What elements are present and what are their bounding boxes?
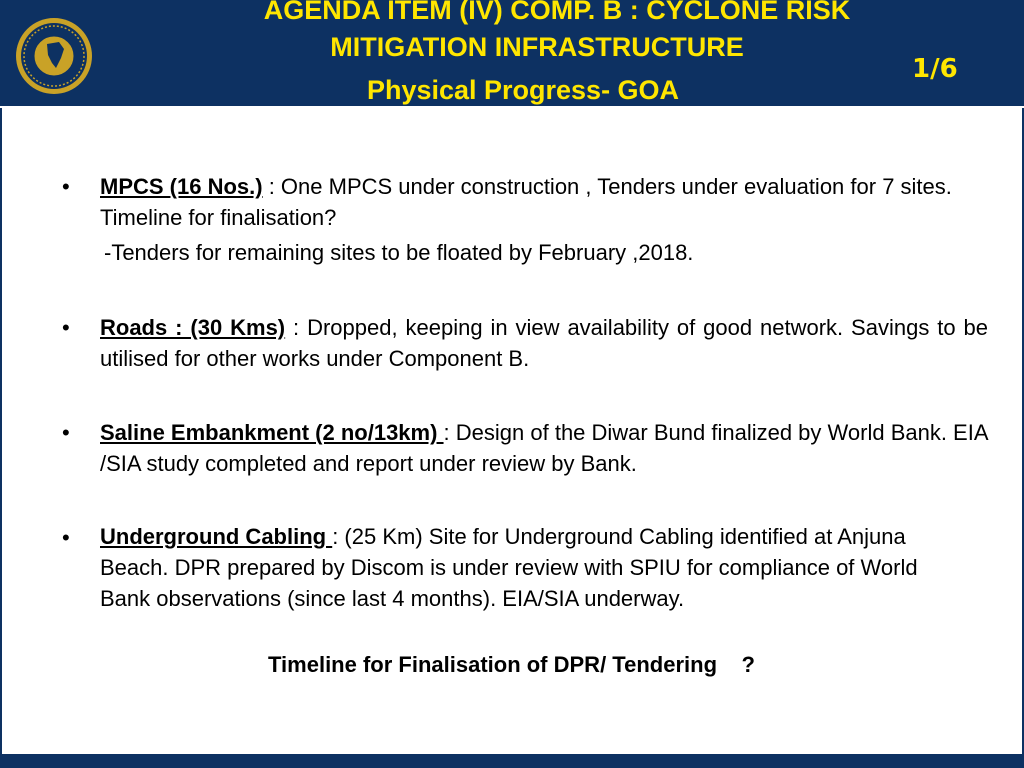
title-line-1: AGENDA ITEM (IV) COMP. B : CYCLONE RISK — [263, 0, 851, 25]
slide-header — [0, 0, 1024, 106]
bullet-marker: • — [62, 420, 70, 445]
bullet-heading: Saline Embankment (2 no/13km) — [100, 420, 444, 445]
bullet-marker: • — [62, 174, 70, 199]
bullet-roads — [100, 312, 988, 374]
page-number: 1/6 — [912, 54, 958, 84]
frame-left — [0, 108, 2, 754]
slide-footer — [0, 754, 1024, 768]
bullet-mpcs — [100, 171, 988, 233]
bullet-text: : (25 Km) Site for Underground Cabling identified at Anjuna Beach. DPR prepared by Discom is under review with SPIU for compliance of World Bank observations (since last 4 months). EIA/SIA underway. — [100, 524, 918, 611]
title-line-3: Physical Progress- GOA — [366, 75, 680, 105]
bullet-saline-embankment — [100, 417, 988, 479]
bullet-text: : Dropped, keeping in view availability of good network. Savings to be utilised for other works under Component B. — [100, 315, 988, 371]
timeline-question: Timeline for Finalisation of DPR/ Tendering ? — [268, 652, 755, 677]
bullet-subtext: -Tenders for remaining sites to be floated by February ,2018. — [104, 240, 694, 265]
bullet-text: : Design of the Diwar Bund finalized by World Bank. EIA /SIA study completed and report under review by Bank. — [100, 420, 988, 476]
header-divider — [0, 106, 1024, 108]
bullet-text: : One MPCS under construction , Tenders under evaluation for 7 sites. Timeline for finalisation? — [100, 174, 952, 230]
bullet-underground-cabling — [100, 521, 970, 614]
title-line-2: MITIGATION INFRASTRUCTURE — [330, 32, 744, 62]
bullet-heading: Underground Cabling — [100, 524, 333, 549]
bullet-heading: MPCS (16 Nos.) — [100, 174, 263, 199]
bullet-marker: • — [62, 315, 70, 340]
bullet-marker: • — [62, 525, 70, 550]
bullet-heading: Roads : (30 Kms) — [100, 315, 286, 340]
